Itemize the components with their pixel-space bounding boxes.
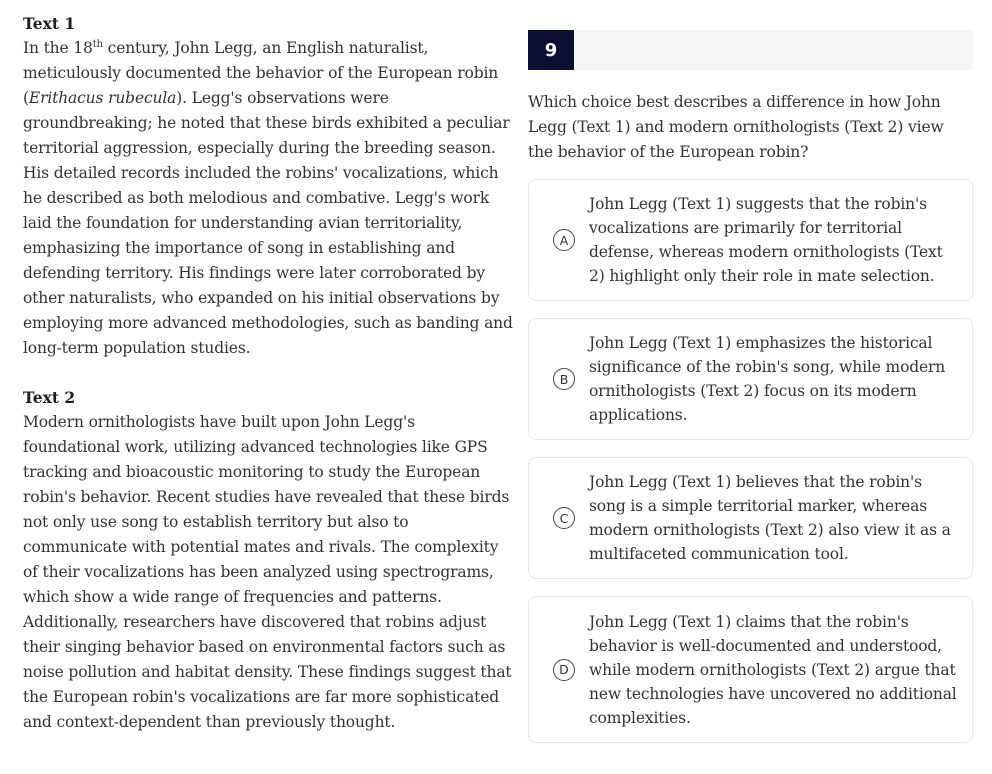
choice-letter-circle: D bbox=[553, 659, 575, 681]
question-number-badge: 9 bbox=[528, 30, 574, 70]
choice-text: John Legg (Text 1) believes that the robin's song is a simple territorial marker, whereas modern ornithologists (Text 2) also view it as a multifaceted communication tool. bbox=[589, 473, 951, 563]
answer-choice-b[interactable] bbox=[528, 318, 973, 440]
choice-letter-circle: A bbox=[553, 229, 575, 251]
species-name: Erithacus rubecula bbox=[28, 89, 177, 107]
text1-rest: ). Legg's observations were groundbreaking; he noted that these birds exhibited a peculiar territorial aggression, especially during the breeding season. His detailed records included the robins' vocalizations, which he described as both melodious and combative. Legg's work laid the foundation for understanding avian territoriality, emphasizing the importance of song in establishing and defending territory. His findings were later corroborated by other naturalists, who expanded on his initial observations by employing more advanced methodologies, such as banding and long-term population studies. bbox=[23, 89, 513, 357]
text1-title: Text 1 bbox=[23, 14, 76, 33]
passage-pane bbox=[23, 12, 513, 735]
text2-body: Modern ornithologists have built upon John Legg's foundational work, utilizing advanced technologies like GPS tracking and bioacoustic monitoring to study the European robin's behavior. Recent studies have revealed that these birds not only use song to establish territory but also to communicate with potential mates and rivals. The complexity of their vocalizations has been analyzed using spectrograms, which show a wide range of frequencies and patterns. Additionally, researchers have discovered that robins adjust their singing behavior based on environmental factors such as noise pollution and habitat density. These findings suggest that the European robin's vocalizations are far more sophisticated and context-dependent than previously thought. bbox=[23, 413, 512, 731]
answer-choice-a[interactable] bbox=[528, 179, 973, 301]
text1-intro-cont: century, John Legg, an English naturalist, meticulously documented the behavior of the European robin ( bbox=[23, 39, 499, 107]
choice-letter-circle: B bbox=[553, 368, 575, 390]
text1-body bbox=[23, 36, 513, 361]
question-header-bar bbox=[528, 30, 973, 70]
question-stem: Which choice best describes a difference in how John Legg (Text 1) and modern ornithologists (Text 2) view the behavior of the European robin? bbox=[528, 93, 944, 161]
question-pane bbox=[528, 30, 973, 165]
text2-title: Text 2 bbox=[23, 388, 76, 407]
answer-choice-d[interactable] bbox=[528, 596, 973, 743]
ordinal-superscript: th bbox=[92, 38, 103, 50]
text1-intro: In the 18 bbox=[23, 39, 93, 57]
choice-text: John Legg (Text 1) suggests that the robin's vocalizations are primarily for territorial defense, whereas modern ornithologists (Text 2) highlight only their role in mate selection. bbox=[589, 195, 943, 285]
answer-choice-c[interactable] bbox=[528, 457, 973, 579]
choice-text: John Legg (Text 1) claims that the robin's behavior is well-documented and understood, while modern ornithologists (Text 2) argue that new technologies have uncovered no additional complexities. bbox=[589, 612, 957, 727]
choice-letter-circle: C bbox=[553, 507, 575, 529]
choice-text: John Legg (Text 1) emphasizes the historical significance of the robin's song, while modern ornithologists (Text 2) focus on its modern applications. bbox=[589, 334, 946, 424]
